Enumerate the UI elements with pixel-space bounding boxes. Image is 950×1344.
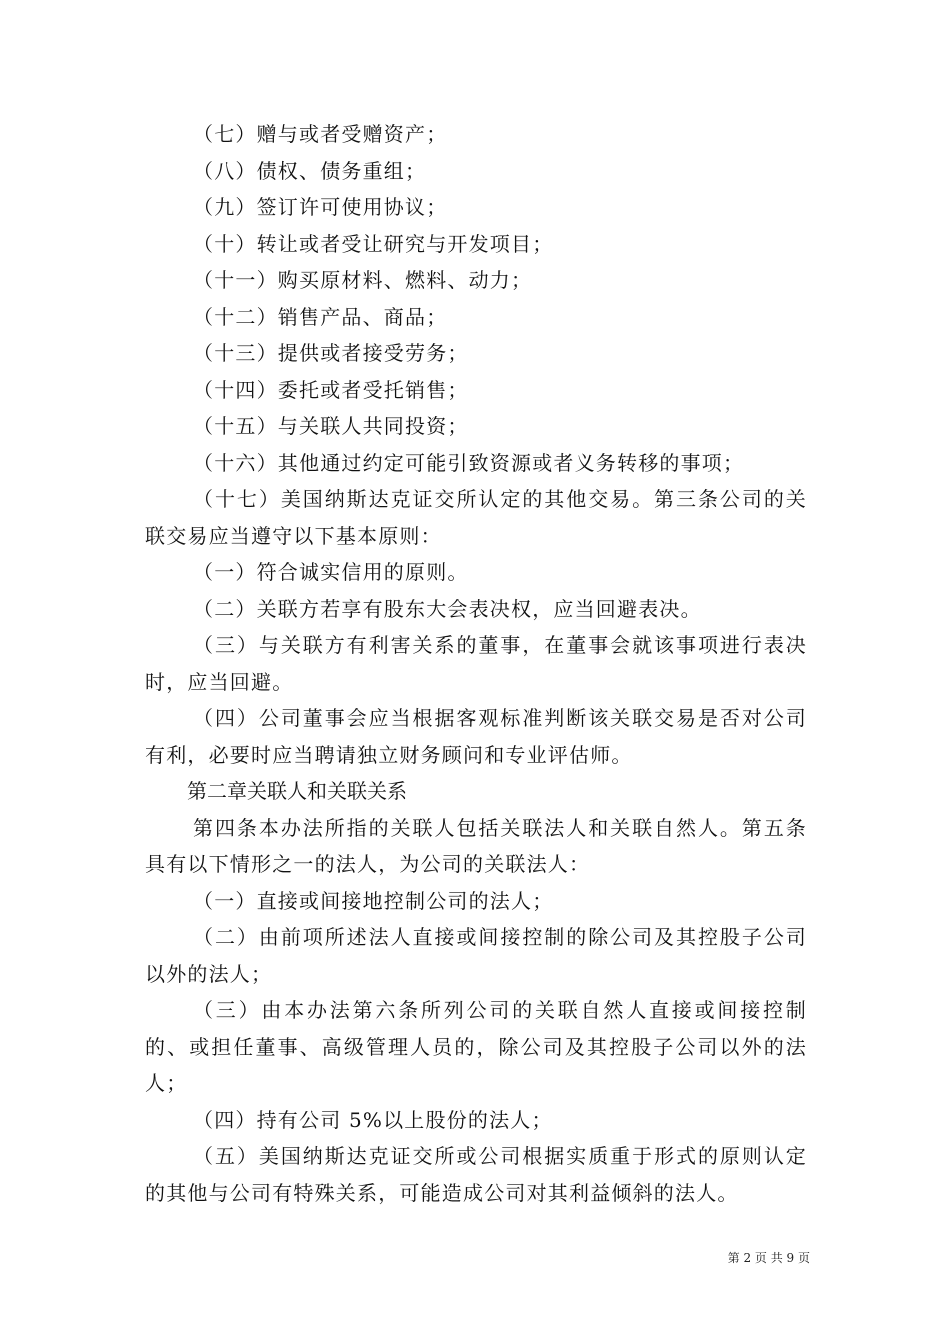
paragraph: （四）公司董事会应当根据客观标准判断该关联交易是否对公司有利，必要时应当聘请独立财务顾问和专业评估师。 bbox=[145, 706, 807, 767]
paragraph: （三）由本办法第六条所列公司的关联自然人直接或间接控制的、或担任董事、高级管理人员的，除公司及其控股子公司以外的法人； bbox=[145, 998, 807, 1095]
paragraph: （十四）委托或者受托销售； bbox=[193, 377, 469, 402]
paragraph: （十二）销售产品、商品； bbox=[193, 304, 448, 329]
paragraph: （八）债权、债务重组； bbox=[193, 158, 427, 183]
document-body bbox=[145, 116, 807, 1211]
paragraph: （十六）其他通过约定可能引致资源或者义务转移的事项； bbox=[193, 450, 745, 475]
paragraph: （二）关联方若享有股东大会表决权，应当回避表决。 bbox=[193, 596, 702, 621]
paragraph: （七）赠与或者受赠资产； bbox=[193, 122, 448, 146]
paragraph: （十）转让或者受让研究与开发项目； bbox=[193, 231, 554, 256]
paragraph: （二）由前项所述法人直接或间接控制的除公司及其控股子公司以外的法人； bbox=[145, 925, 807, 986]
paragraph: （十七）美国纳斯达克证交所认定的其他交易。第三条公司的关联交易应当遵守以下基本原则： bbox=[145, 487, 807, 548]
paragraph: （五）美国纳斯达克证交所或公司根据实质重于形式的原则认定的其他与公司有特殊关系，可能造成公司对其利益倾斜的法人。 bbox=[145, 1144, 807, 1205]
paragraph: （一）直接或间接地控制公司的法人； bbox=[193, 888, 554, 913]
paragraph: （十五）与关联人共同投资； bbox=[193, 414, 469, 438]
paragraph: （九）签订许可使用协议； bbox=[193, 195, 448, 219]
chapter-heading: 第二章关联人和关联关系 bbox=[187, 779, 407, 803]
paragraph: （一）符合诚实信用的原则。 bbox=[193, 560, 469, 584]
page-number: 第 2 页 共 9 页 bbox=[727, 1251, 810, 1265]
paragraph: （十三）提供或者接受劳务； bbox=[193, 341, 469, 365]
paragraph: （四）持有公司 5%以上股份的法人； bbox=[193, 1107, 553, 1132]
paragraph: 第四条本办法所指的关联人包括关联法人和关联自然人。第五条具有以下情形之一的法人，为公司的关联法人： bbox=[145, 815, 807, 876]
paragraph: （三）与关联方有利害关系的董事，在董事会就该事项进行表决时，应当回避。 bbox=[145, 633, 807, 694]
paragraph: （十一）购买原材料、燃料、动力； bbox=[193, 268, 533, 292]
